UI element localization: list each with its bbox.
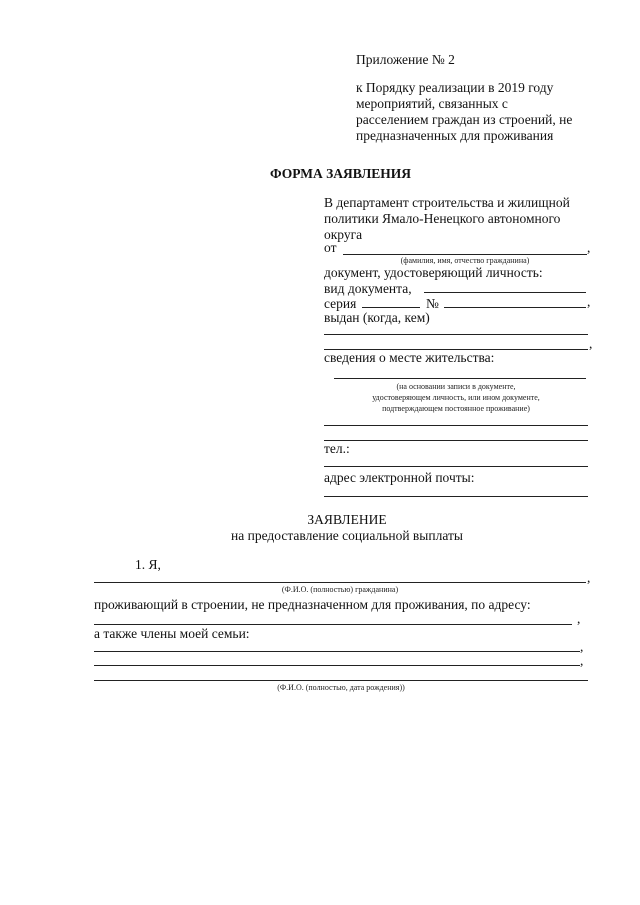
residence-hint: удостоверяющем личность, или ином документе, bbox=[372, 393, 540, 402]
from-hint: (фамилия, имя, отчество гражданина) bbox=[400, 256, 530, 265]
series-field-line[interactable] bbox=[362, 307, 420, 308]
family-comma: , bbox=[580, 639, 584, 654]
appendix-ref-line: мероприятий, связанных с bbox=[356, 96, 508, 111]
doc-type-label: вид документа, bbox=[324, 281, 412, 296]
family-text: а также члены моей семьи: bbox=[94, 626, 250, 641]
issued-field-line[interactable] bbox=[324, 334, 588, 335]
statement-title: ЗАЯВЛЕНИЕ bbox=[307, 512, 387, 527]
residing-text: проживающий в строении, не предназначенном для проживания, по адресу: bbox=[94, 597, 531, 612]
statement-subtitle: на предоставление социальной выплаты bbox=[231, 528, 463, 543]
appendix-ref-line: расселением граждан из строений, не bbox=[356, 112, 573, 127]
issued-comma: , bbox=[589, 336, 593, 351]
item-1-label: 1. Я, bbox=[135, 557, 161, 572]
doc-label: документ, удостоверяющий личность: bbox=[324, 265, 543, 280]
fio-hint: (Ф.И.О. (полностью) гражданина) bbox=[281, 585, 399, 594]
family-field-line[interactable] bbox=[94, 665, 580, 666]
phone-field-line[interactable] bbox=[324, 466, 588, 467]
series-label: серия bbox=[324, 296, 357, 311]
fio-comma: , bbox=[587, 570, 591, 585]
appendix-number: Приложение № 2 bbox=[356, 52, 455, 67]
addressee-line: округа bbox=[324, 227, 363, 242]
form-title: ФОРМА ЗАЯВЛЕНИЯ bbox=[270, 166, 412, 181]
from-field-line[interactable] bbox=[343, 254, 587, 255]
issued-label: выдан (когда, кем) bbox=[324, 310, 430, 325]
phone-label: тел.: bbox=[324, 441, 350, 456]
residence-label: сведения о месте жительства: bbox=[324, 350, 495, 365]
email-field-line[interactable] bbox=[324, 496, 588, 497]
family-field-line[interactable] bbox=[94, 680, 588, 681]
residence-field-line[interactable] bbox=[334, 378, 586, 379]
fio-field-line[interactable] bbox=[94, 582, 586, 583]
family-comma: , bbox=[580, 653, 584, 668]
residence-field-line[interactable] bbox=[324, 440, 588, 441]
number-comma: , bbox=[587, 294, 591, 309]
address-comma: , bbox=[577, 611, 581, 626]
number-field-line[interactable] bbox=[444, 307, 586, 308]
number-label: № bbox=[426, 296, 439, 311]
family-hint: (Ф.И.О. (полностью, дата рождения)) bbox=[277, 683, 405, 692]
family-field-line[interactable] bbox=[94, 651, 580, 652]
appendix-ref-line: предназначенных для проживания bbox=[356, 128, 554, 143]
residence-hint: подтверждающем постоянное проживание) bbox=[382, 404, 530, 413]
from-label: от bbox=[324, 240, 337, 255]
address-field-line[interactable] bbox=[94, 624, 572, 625]
doc-type-field-line[interactable] bbox=[424, 292, 586, 293]
addressee-line: политики Ямало-Ненецкого автономного bbox=[324, 211, 561, 226]
appendix-ref-line: к Порядку реализации в 2019 году bbox=[356, 80, 554, 95]
residence-field-line[interactable] bbox=[324, 425, 588, 426]
email-label: адрес электронной почты: bbox=[324, 470, 475, 485]
residence-hint: (на основании записи в документе, bbox=[396, 382, 516, 391]
from-comma: , bbox=[587, 240, 591, 255]
addressee-line: В департамент строительства и жилищной bbox=[324, 195, 570, 210]
